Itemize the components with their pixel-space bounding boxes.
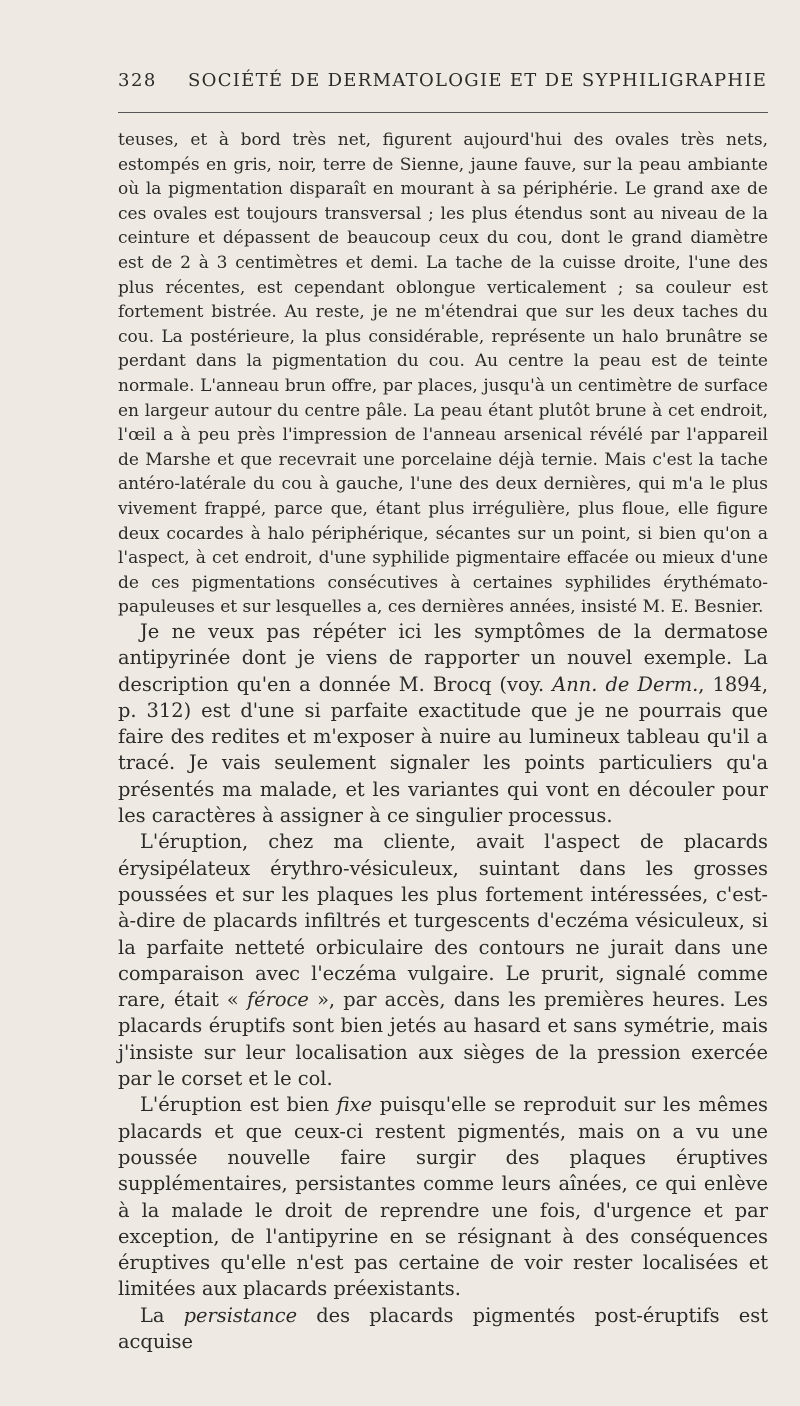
running-head [118, 70, 768, 110]
running-title: SOCIÉTÉ DE DERMATOLOGIE ET DE SYPHILIGRAPHIE [188, 70, 768, 91]
text-span: puisqu'elle se reproduit sur les mêmes placards et que ceux-ci restent pigmentés, mais on a vu une poussée nouvelle faire surgir des plaques éruptives supplémentaires, persistantes comme leurs aînées, ce qui enlève à la malade le droit de reprendre une fois, d'urgence et par exception, de l'antipyrine en se résignant à des conséquences éruptives qu'elle n'est pas certaine de voir rester localisées et limitées aux placards préexistants. [118, 1093, 769, 1301]
small-print-paragraph: teuses, et à bord très net, figurent aujourd'hui des ovales très nets, estompés en gris, noir, terre de Sienne, jaune fauve, sur la peau ambiante où la pigmentation disparaît en mourant à sa périphérie. Le grand axe de ces ovales est toujours transversal ; les plus étendus sont au niveau de la ceinture et dépassent de beaucoup ceux du cou, dont le grand diamètre est de 2 à 3 centimètres et demi. La tache de la cuisse droite, l'une des plus récentes, est cependant oblongue verticalement ; sa couleur est fortement bistrée. Au reste, je ne m'étendrai que sur les deux taches du cou. La postérieure, la plus considérable, représente un halo brunâtre se perdant dans la pigmentation du cou. Au centre la peau est de teinte normale. L'anneau brun offre, par places, jusqu'à un centimètre de surface en largeur autour du centre pâle. La peau étant plutôt brune à cet endroit, l'œil a à peu près l'impression de l'anneau arsenical révélé par l'appareil de Marshe et que recevrait une porcelaine déjà ternie. Mais c'est la tache antéro-latérale du cou à gauche, l'une des deux dernières, qui m'a le plus vivement frappé, parce que, étant plus irrégulière, plus floue, elle figure deux cocardes à halo périphérique, sécantes sur un point, si bien qu'on a l'aspect, à cet endroit, d'une syphilide pigmentaire effacée ou mieux d'une de ces pigmentations consécutives à certaines syphilides érythémato-papuleuses et sur lesquelles a, ces dernières années, insisté M. E. Besnier. [118, 130, 768, 618]
text-span: L'éruption est bien [140, 1093, 337, 1117]
paragraph-persistence [118, 1303, 768, 1356]
text-span: , 1894, p. 312) est d'une si parfaite exactitude que je ne pourrais que faire des redites et m'exposer à nuire au lumineux tableau qu'il a tracé. Je vais seulement signaler les points particuliers qu'a présentés ma malade, et les variantes qui vont en découler pour les caractères à assigner à ce singulier processus. [118, 672, 769, 828]
text-span: La [140, 1303, 184, 1327]
emphasis: fixe [336, 1093, 373, 1117]
page-number: 328 [118, 70, 157, 91]
emphasis: persistance [183, 1303, 298, 1327]
small-print-block [118, 128, 768, 620]
text-span: L'éruption, chez ma cliente, avait l'aspect de placards érysipélateux érythro-vésiculeux, suintant dans les grosses poussées et sur les plaques les plus fortement intéressées, c'est-à-dire de placards infiltrés et turgescents d'eczéma vésiculeux, si la parfaite netteté orbiculaire des contours ne jurait dans une comparaison avec l'eczéma vulgaire. Le prurit, signalé comme rare, était « [118, 830, 768, 1012]
text-span: », par accès, dans les premières heures. Les placards éruptifs sont bien jetés au hasard et sans symétrie, mais j'insiste sur leur localisation aux sièges de la pression exercée par le corset et le col. [118, 988, 768, 1091]
paragraph-symptoms [118, 619, 768, 829]
text-span: des placards pigmentés post-éruptifs est acquise [118, 1303, 768, 1354]
text-span: Je ne veux pas répéter ici les symptômes de la dermatose antipyrinée dont je viens de rapporter un nouvel exemple. La description qu'en a donnée M. Brocq (voy. [118, 620, 768, 696]
paragraph-eruption [118, 829, 768, 1092]
paragraph-fixed [118, 1092, 768, 1302]
main-text [118, 619, 768, 1355]
header-rule [118, 112, 768, 113]
emphasis: féroce [246, 988, 309, 1012]
journal-citation: Ann. de Derm. [552, 672, 699, 696]
